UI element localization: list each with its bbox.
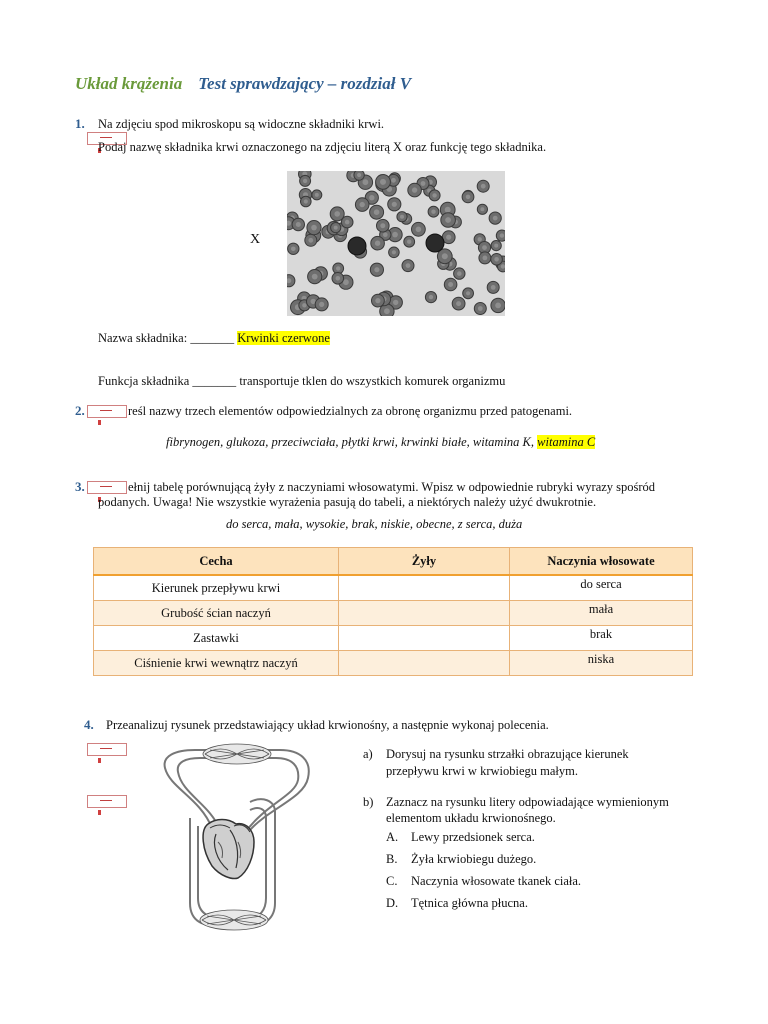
q4-text: Przeanalizuj rysunek przedstawiający układ krwionośny, a następnie wykonaj polecenia. bbox=[106, 718, 549, 732]
header-capillaries: Naczynia włosowate bbox=[510, 548, 693, 576]
table-header-row bbox=[94, 548, 693, 576]
cell-center bbox=[311, 225, 317, 231]
q4-item-letter: D. bbox=[386, 896, 399, 910]
cell-center bbox=[357, 173, 361, 177]
q1-line1: Na zdjęciu spod mikroskopu są widoczne składniki krwi. bbox=[98, 117, 385, 131]
cell-capillaries[interactable]: do serca bbox=[510, 575, 693, 601]
cell-center bbox=[493, 216, 498, 221]
cell-center bbox=[312, 274, 318, 280]
comment-marker[interactable] bbox=[87, 405, 127, 418]
cell-feature: Ciśnienie krwi wewnątrz naczyń bbox=[94, 651, 339, 676]
page-title bbox=[75, 74, 411, 94]
cell-center bbox=[446, 235, 451, 240]
comment-marker-tail bbox=[98, 420, 101, 425]
cell-capillaries[interactable]: mała bbox=[510, 601, 693, 626]
image-label-x: X bbox=[250, 232, 261, 247]
q4-b-label: b) bbox=[363, 795, 374, 809]
cell-center bbox=[319, 302, 324, 307]
cell-center bbox=[336, 276, 341, 281]
q1-function-answer[interactable]: transportuje tklen do wszystkich komurek organizmu bbox=[239, 374, 506, 388]
cell-center bbox=[456, 301, 461, 306]
cell-center bbox=[445, 207, 451, 213]
q1-name-label: Nazwa składnika: _______ bbox=[98, 331, 235, 345]
cell-veins[interactable] bbox=[339, 575, 510, 601]
cell-center bbox=[442, 253, 448, 259]
circulatory-system-drawing bbox=[150, 738, 340, 938]
comment-marker-tail bbox=[98, 810, 101, 815]
cell-center bbox=[334, 226, 338, 230]
q4-item-letter: B. bbox=[386, 852, 398, 866]
table-row bbox=[94, 651, 693, 676]
q4-a-line2: przepływu krwi w krwiobiegu małym. bbox=[386, 764, 578, 778]
lung-capillary-bed bbox=[203, 744, 271, 764]
cell-center bbox=[303, 179, 307, 183]
cell-capillaries[interactable]: brak bbox=[510, 626, 693, 651]
cell-feature: Grubość ścian naczyń bbox=[94, 601, 339, 626]
q4-item-text: Tętnica główna płucna. bbox=[411, 896, 528, 910]
cell-center bbox=[501, 264, 505, 268]
cell-center bbox=[392, 250, 396, 254]
q4-item-text: Żyła krwiobiegu dużego. bbox=[411, 852, 537, 866]
q2-highlighted-option[interactable]: witamina C bbox=[537, 435, 596, 449]
q4-number: 4. bbox=[84, 717, 94, 732]
q3-word-bank: do serca, mała, wysokie, brak, niskie, obecne, z serca, duża bbox=[226, 517, 523, 531]
cell-center bbox=[466, 195, 471, 200]
cell-center bbox=[478, 237, 482, 241]
heart bbox=[203, 820, 254, 879]
cell-center bbox=[291, 247, 296, 252]
cell-center bbox=[480, 207, 484, 211]
cell-center bbox=[383, 232, 388, 237]
cell-center bbox=[363, 179, 369, 185]
q2-options-row bbox=[166, 434, 595, 450]
q1-function-row bbox=[98, 373, 505, 389]
table-row bbox=[94, 575, 693, 601]
test-title: Test sprawdzający – rozdział V bbox=[198, 74, 412, 93]
comment-marker-tail bbox=[98, 758, 101, 763]
q1-name-row bbox=[98, 330, 330, 346]
q3-line1: ełnij tabelę porównującą żyły z naczyniami włosowatymi. Wpisz w odpowiednie rubryki wyrazy spośród bbox=[128, 480, 656, 494]
cell-center bbox=[421, 181, 426, 186]
cell-center bbox=[343, 279, 349, 285]
cell-center bbox=[431, 210, 435, 214]
cell-center bbox=[407, 240, 411, 244]
comment-marker[interactable] bbox=[87, 481, 127, 494]
cell-center bbox=[392, 202, 397, 207]
cell-veins[interactable] bbox=[339, 651, 510, 676]
cell-center bbox=[304, 199, 308, 203]
cell-center bbox=[391, 178, 396, 183]
cell-center bbox=[334, 211, 340, 217]
cell-center bbox=[432, 193, 436, 197]
cell-center bbox=[374, 267, 379, 272]
cell-center bbox=[482, 245, 487, 250]
cell-center bbox=[448, 282, 453, 287]
cell-center bbox=[360, 202, 365, 207]
q4-a-line1: Dorysuj na rysunku strzałki obrazujące kierunek bbox=[386, 747, 629, 761]
cell-center bbox=[345, 220, 350, 225]
cell-center bbox=[429, 295, 433, 299]
comment-marker[interactable] bbox=[87, 795, 127, 808]
cell-center bbox=[393, 300, 398, 305]
cell-feature: Zastawki bbox=[94, 626, 339, 651]
cell-center bbox=[374, 209, 380, 215]
table-row bbox=[94, 601, 693, 626]
cell-center bbox=[296, 222, 301, 227]
cell-center bbox=[494, 244, 498, 248]
cell-center bbox=[416, 227, 422, 233]
white-blood-cell bbox=[348, 237, 366, 255]
q1-function-label: Funkcja składnika _______ bbox=[98, 374, 237, 388]
q1-name-answer[interactable]: Krwinki czerwone bbox=[237, 331, 330, 345]
cell-feature: Kierunek przepływu krwi bbox=[94, 575, 339, 601]
q3-line2: podanych. Uwaga! Nie wszystkie wyrażenia pasują do tabeli, a niektórych należy użyć dwukrotnie. bbox=[98, 495, 597, 509]
blood-microscope-image bbox=[287, 171, 505, 316]
cell-center bbox=[478, 306, 483, 311]
cell-center bbox=[491, 285, 496, 290]
cell-center bbox=[457, 271, 462, 276]
cell-center bbox=[375, 241, 380, 246]
cell-center bbox=[302, 303, 306, 307]
cell-center bbox=[400, 215, 404, 219]
cell-capillaries[interactable]: niska bbox=[510, 651, 693, 676]
cell-center bbox=[375, 298, 380, 303]
header-feature: Cecha bbox=[94, 548, 339, 576]
q4-item-letter: C. bbox=[386, 874, 398, 888]
q4-b-line1: Zaznacz na rysunku litery odpowiadające wymienionym bbox=[386, 795, 669, 809]
cell-center bbox=[308, 238, 313, 243]
cell-center bbox=[384, 308, 390, 314]
blood-cells-drawing bbox=[287, 171, 505, 316]
cell-center bbox=[380, 223, 385, 228]
white-blood-cell bbox=[426, 234, 444, 252]
q1-number: 1. bbox=[75, 116, 85, 131]
cell-center bbox=[500, 233, 504, 237]
subject-title: Układ krążenia bbox=[75, 74, 183, 93]
cell-center bbox=[445, 217, 451, 223]
cell-center bbox=[336, 266, 340, 270]
cell-center bbox=[406, 263, 411, 268]
q4-item-text: Naczynia włosowate tkanek ciała. bbox=[411, 874, 582, 888]
cell-veins[interactable] bbox=[339, 626, 510, 651]
q2-options: fibrynogen, glukoza, przeciwciała, płytki krwi, krwinki białe, witamina K, bbox=[166, 435, 535, 449]
cell-center bbox=[483, 256, 488, 261]
cell-center bbox=[481, 184, 486, 189]
cell-center bbox=[466, 291, 470, 295]
q2-number: 2. bbox=[75, 403, 85, 418]
cell-veins[interactable] bbox=[339, 601, 510, 626]
comment-marker[interactable] bbox=[87, 743, 127, 756]
header-veins: Żyły bbox=[339, 548, 510, 576]
q1-line2: Podaj nazwę składnika krwi oznaczonego na zdjęciu literą X oraz funkcję tego składnika. bbox=[98, 140, 547, 154]
body-capillary-bed bbox=[200, 910, 268, 930]
cell-center bbox=[495, 303, 501, 309]
q4-item-text: Lewy przedsionek serca. bbox=[411, 830, 535, 844]
cell-center bbox=[494, 257, 499, 262]
q4-item-letter: A. bbox=[386, 830, 399, 844]
q4-a-label: a) bbox=[363, 747, 373, 761]
cell-center bbox=[412, 187, 417, 192]
cell-center bbox=[380, 179, 386, 185]
cell-center bbox=[369, 195, 374, 200]
cell-center bbox=[392, 232, 398, 238]
q2-text: reśl nazwy trzech elementów odpowiedzialnych za obronę organizmu przed patogenami. bbox=[128, 404, 573, 418]
comparison-table bbox=[93, 547, 693, 676]
table-row bbox=[94, 626, 693, 651]
q3-number: 3. bbox=[75, 479, 85, 494]
cell-center bbox=[315, 193, 319, 197]
q4-b-line2: elementom układu krwionośnego. bbox=[386, 811, 556, 825]
